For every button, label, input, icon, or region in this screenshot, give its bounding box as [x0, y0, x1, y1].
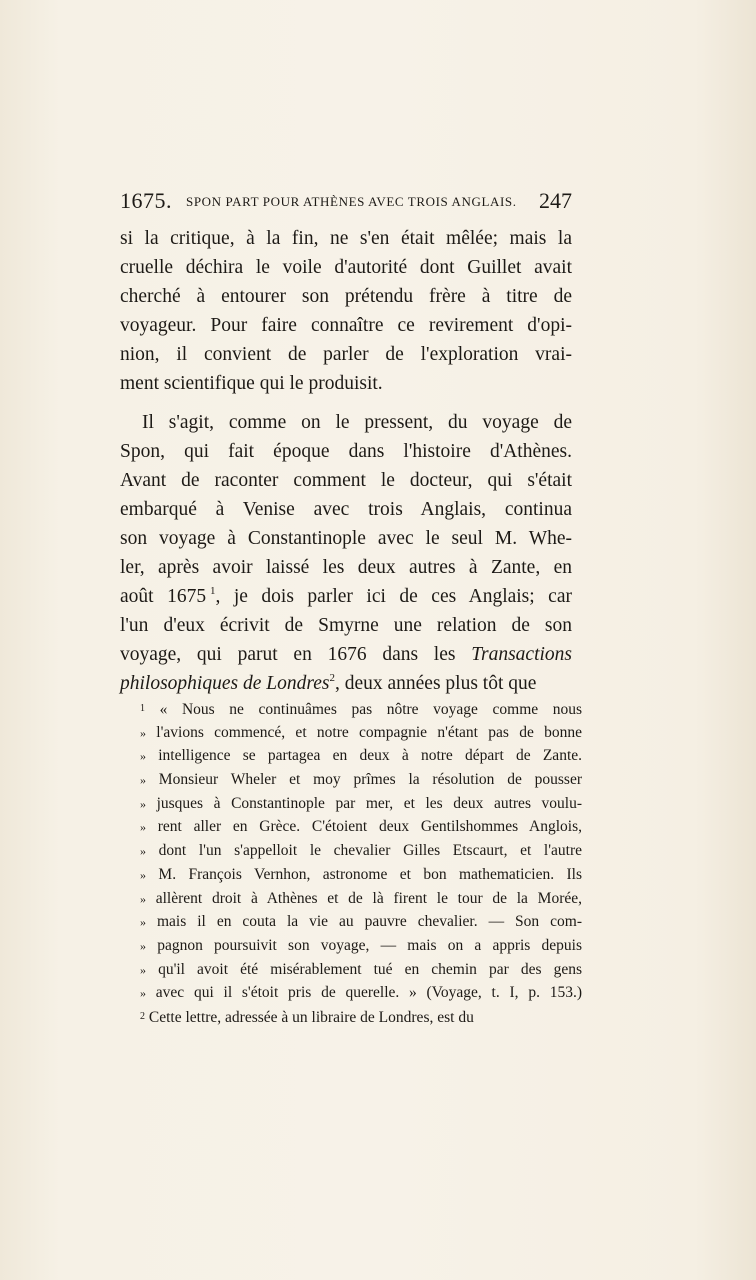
text-line — [120, 640, 572, 669]
footnote-text: mais il en couta la vie au pauvre chevalier. — Son com- — [156, 913, 582, 931]
footnote-mark: 1 — [209, 585, 216, 597]
page-number: 247 — [539, 188, 572, 213]
footnote-line — [140, 815, 582, 839]
header-year: 1675. — [120, 188, 172, 213]
quote-mark: » — [140, 962, 146, 977]
footnote-line — [140, 1005, 582, 1029]
quote-mark: » — [140, 986, 146, 1001]
footnote-text: pagnon poursuivit son voyage, — mais on a appris depuis — [157, 936, 582, 954]
quote-mark: » — [140, 820, 146, 835]
footnotes — [140, 697, 582, 1029]
text-line: son voyage à Constantinople avec le seul M. Whe- — [120, 528, 572, 549]
italic-title: philosophiques de Londres — [120, 673, 330, 694]
footnote-line — [140, 958, 582, 982]
footnote-number: 2 — [140, 1010, 145, 1022]
quote-mark: » — [140, 749, 146, 764]
quote-mark: » — [140, 844, 146, 859]
footnote-text: Monsieur Wheler et moy prîmes la résolution de pousser — [158, 771, 582, 789]
footnote-line — [140, 887, 582, 911]
quote-mark: » — [140, 891, 146, 906]
quote-mark: » — [140, 915, 146, 930]
text-fragment: , deux années plus tôt que — [334, 673, 537, 694]
quote-mark: » — [140, 938, 146, 953]
footnote-text: l'avions commencé, et notre compagnie n'étant pas de bonne — [156, 723, 583, 741]
footnote-line — [140, 721, 582, 745]
footnote-text: dont l'un s'appelloit le chevalier Gilles Etscaurt, et l'autre — [158, 842, 583, 860]
text-fragment: août 1675 — [120, 586, 207, 607]
text-line — [120, 582, 572, 611]
text-fragment: , je dois parler ici de ces Anglais; car — [215, 586, 572, 607]
text-line: ler, après avoir laissé les deux autres à Zante, en — [120, 557, 572, 578]
footnote-text: allèrent droit à Athènes et de là firent le tour de la Morée, — [155, 889, 583, 907]
footnote-text: « Nous ne continuâmes pas nôtre voyage comme nous — [159, 701, 583, 718]
text-line: ment scientifique qui le produisit. — [120, 373, 383, 394]
quote-mark: » — [140, 867, 146, 882]
quote-mark: » — [140, 796, 146, 811]
footnote-text: jusques à Constantinople par mer, et les deux autres voulu- — [156, 794, 583, 812]
footnote-text: rent aller en Grèce. C'étoient deux Gentilshommes Anglois, — [157, 818, 583, 836]
running-header — [120, 188, 572, 218]
text-line: si la critique, à la fin, ne s'en était mêlée; mais la — [120, 228, 572, 249]
footnote-line — [140, 792, 582, 816]
text-line: cruelle déchira le voile d'autorité dont Guillet avait — [120, 257, 572, 278]
footnote-line — [140, 981, 582, 1005]
footnote-text: M. François Vernhon, astronome et bon mathematicien. Ils — [158, 865, 582, 883]
text-line: cherché à entourer son prétendu frère à titre de — [120, 286, 572, 307]
text-line: Il s'agit, comme on le pressent, du voyage de — [142, 412, 572, 433]
italic-title: Transactions — [471, 644, 572, 665]
text-line: voyageur. Pour faire connaître ce revirement d'opi- — [120, 315, 572, 336]
header-title: SPON PART POUR ATHÈNES AVEC TROIS ANGLAIS. — [186, 194, 517, 209]
footnote-line — [140, 744, 582, 768]
text-line: Avant de raconter comment le docteur, qui s'était — [120, 470, 572, 491]
text-line: l'un d'eux écrivit de Smyrne une relation de son — [120, 615, 572, 636]
footnote-text: intelligence se partagea en deux à notre départ de Zante. — [158, 747, 583, 765]
text-line: embarqué à Venise avec trois Anglais, continua — [120, 499, 572, 520]
footnote-mark: 2 — [329, 672, 335, 684]
text-fragment: voyage, qui parut en 1676 dans les — [120, 644, 456, 665]
footnote-line — [140, 697, 582, 721]
footnote-text: Cette lettre, adressée à un libraire de Londres, est du — [148, 1008, 474, 1026]
text-line: Spon, qui fait époque dans l'histoire d'Athènes. — [120, 441, 572, 462]
quote-mark: » — [140, 725, 146, 740]
footnote-line — [140, 910, 582, 934]
footnote-line — [140, 768, 582, 792]
footnote-line — [140, 863, 582, 887]
main-text — [120, 224, 572, 698]
quote-mark: » — [140, 773, 146, 788]
footnote-text: qu'il avoit été misérablement tué en chemin par des gens — [158, 960, 582, 978]
footnote-number: 1 — [140, 703, 145, 714]
text-line: nion, il convient de parler de l'exploration vrai- — [120, 344, 572, 365]
footnote-text: avec qui il s'étoit pris de querelle. » (Voyage, t. I, p. 153.) — [155, 984, 582, 1002]
footnote-line — [140, 934, 582, 958]
footnote-line — [140, 839, 582, 863]
text-line — [120, 669, 572, 698]
